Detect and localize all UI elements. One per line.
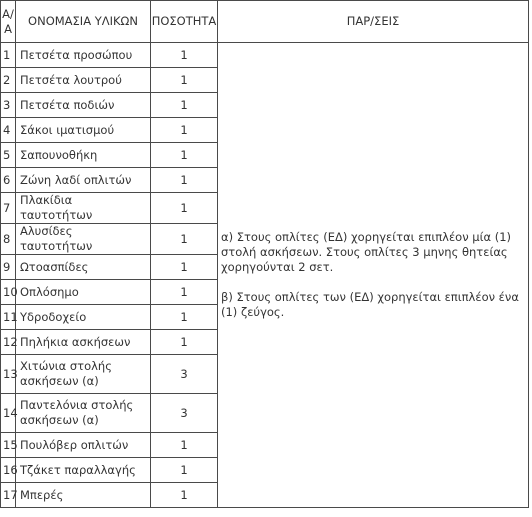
row-no: 14 — [1, 394, 16, 433]
header-row — [1, 1, 529, 43]
row-name: Υδροδοχείο — [16, 305, 151, 330]
row-no: 16 — [1, 458, 16, 483]
row-name: Πηλήκια ασκήσεων — [16, 330, 151, 355]
row-name: Αλυσίδες ταυτοτήτων — [16, 224, 151, 255]
row-name: Πετσέτα προσώπου — [16, 43, 151, 68]
row-no: 4 — [1, 118, 16, 143]
row-name: Σαπουνοθήκη — [16, 143, 151, 168]
row-qty: 1 — [151, 433, 218, 458]
row-name: Πετσέτα ποδιών — [16, 93, 151, 118]
header-name: ΟΝΟΜΑΣΙΑ ΥΛΙΚΩΝ — [16, 1, 151, 43]
header-qty: ΠΟΣΟΤΗΤΑ — [151, 1, 218, 43]
row-no: 12 — [1, 330, 16, 355]
row-name: Σάκοι ιματισμού — [16, 118, 151, 143]
row-no: 13 — [1, 355, 16, 394]
row-no: 17 — [1, 483, 16, 508]
row-name: Ζώνη λαδί οπλιτών — [16, 168, 151, 193]
row-qty: 1 — [151, 143, 218, 168]
row-name: Μπερές — [16, 483, 151, 508]
header-notes: ΠΑΡ/ΣΕΙΣ — [218, 1, 529, 43]
row-qty: 1 — [151, 118, 218, 143]
row-name: Παντελόνια στολής ασκήσεων (α) — [16, 394, 151, 433]
row-no: 5 — [1, 143, 16, 168]
header-no: Α/Α — [1, 1, 16, 43]
row-no: 9 — [1, 255, 16, 280]
row-no: 11 — [1, 305, 16, 330]
note-a: α) Στους οπλίτες (ΕΔ) χορηγείται επιπλέον μία (1) στολή ασκήσεων. Στους οπλίτες 3 μηνης θητείας χορηγούνται 2 σετ. — [221, 230, 512, 274]
row-qty: 1 — [151, 330, 218, 355]
row-qty: 1 — [151, 168, 218, 193]
row-no: 2 — [1, 68, 16, 93]
note-spacer — [221, 275, 522, 290]
row-name: Πουλόβερ οπλιτών — [16, 433, 151, 458]
row-no: 10 — [1, 280, 16, 305]
row-qty: 3 — [151, 394, 218, 433]
row-name: Τζάκετ παραλλαγής — [16, 458, 151, 483]
row-no: 8 — [1, 224, 16, 255]
row-name: Πλακίδια ταυτοτήτων — [16, 193, 151, 224]
row-no: 1 — [1, 43, 16, 68]
row-qty: 1 — [151, 193, 218, 224]
row-qty: 3 — [151, 355, 218, 394]
row-qty: 1 — [151, 305, 218, 330]
row-name: Χιτώνια στολής ασκήσεων (α) — [16, 355, 151, 394]
row-qty: 1 — [151, 280, 218, 305]
note-b: β) Στους οπλίτες των (ΕΔ) χορηγείται επιπλέον ένα (1) ζεύγος. — [221, 290, 519, 319]
row-qty: 1 — [151, 68, 218, 93]
row-qty: 1 — [151, 458, 218, 483]
row-qty: 1 — [151, 43, 218, 68]
row-qty: 1 — [151, 224, 218, 255]
row-no: 3 — [1, 93, 16, 118]
row-no: 6 — [1, 168, 16, 193]
row-no: 7 — [1, 193, 16, 224]
row-qty: 1 — [151, 255, 218, 280]
notes-cell — [218, 43, 529, 508]
row-name: Ωτοασπίδες — [16, 255, 151, 280]
row-qty: 1 — [151, 93, 218, 118]
table-row — [1, 43, 529, 68]
row-qty: 1 — [151, 483, 218, 508]
row-name: Πετσέτα λουτρού — [16, 68, 151, 93]
row-name: Οπλόσημο — [16, 280, 151, 305]
row-no: 15 — [1, 433, 16, 458]
